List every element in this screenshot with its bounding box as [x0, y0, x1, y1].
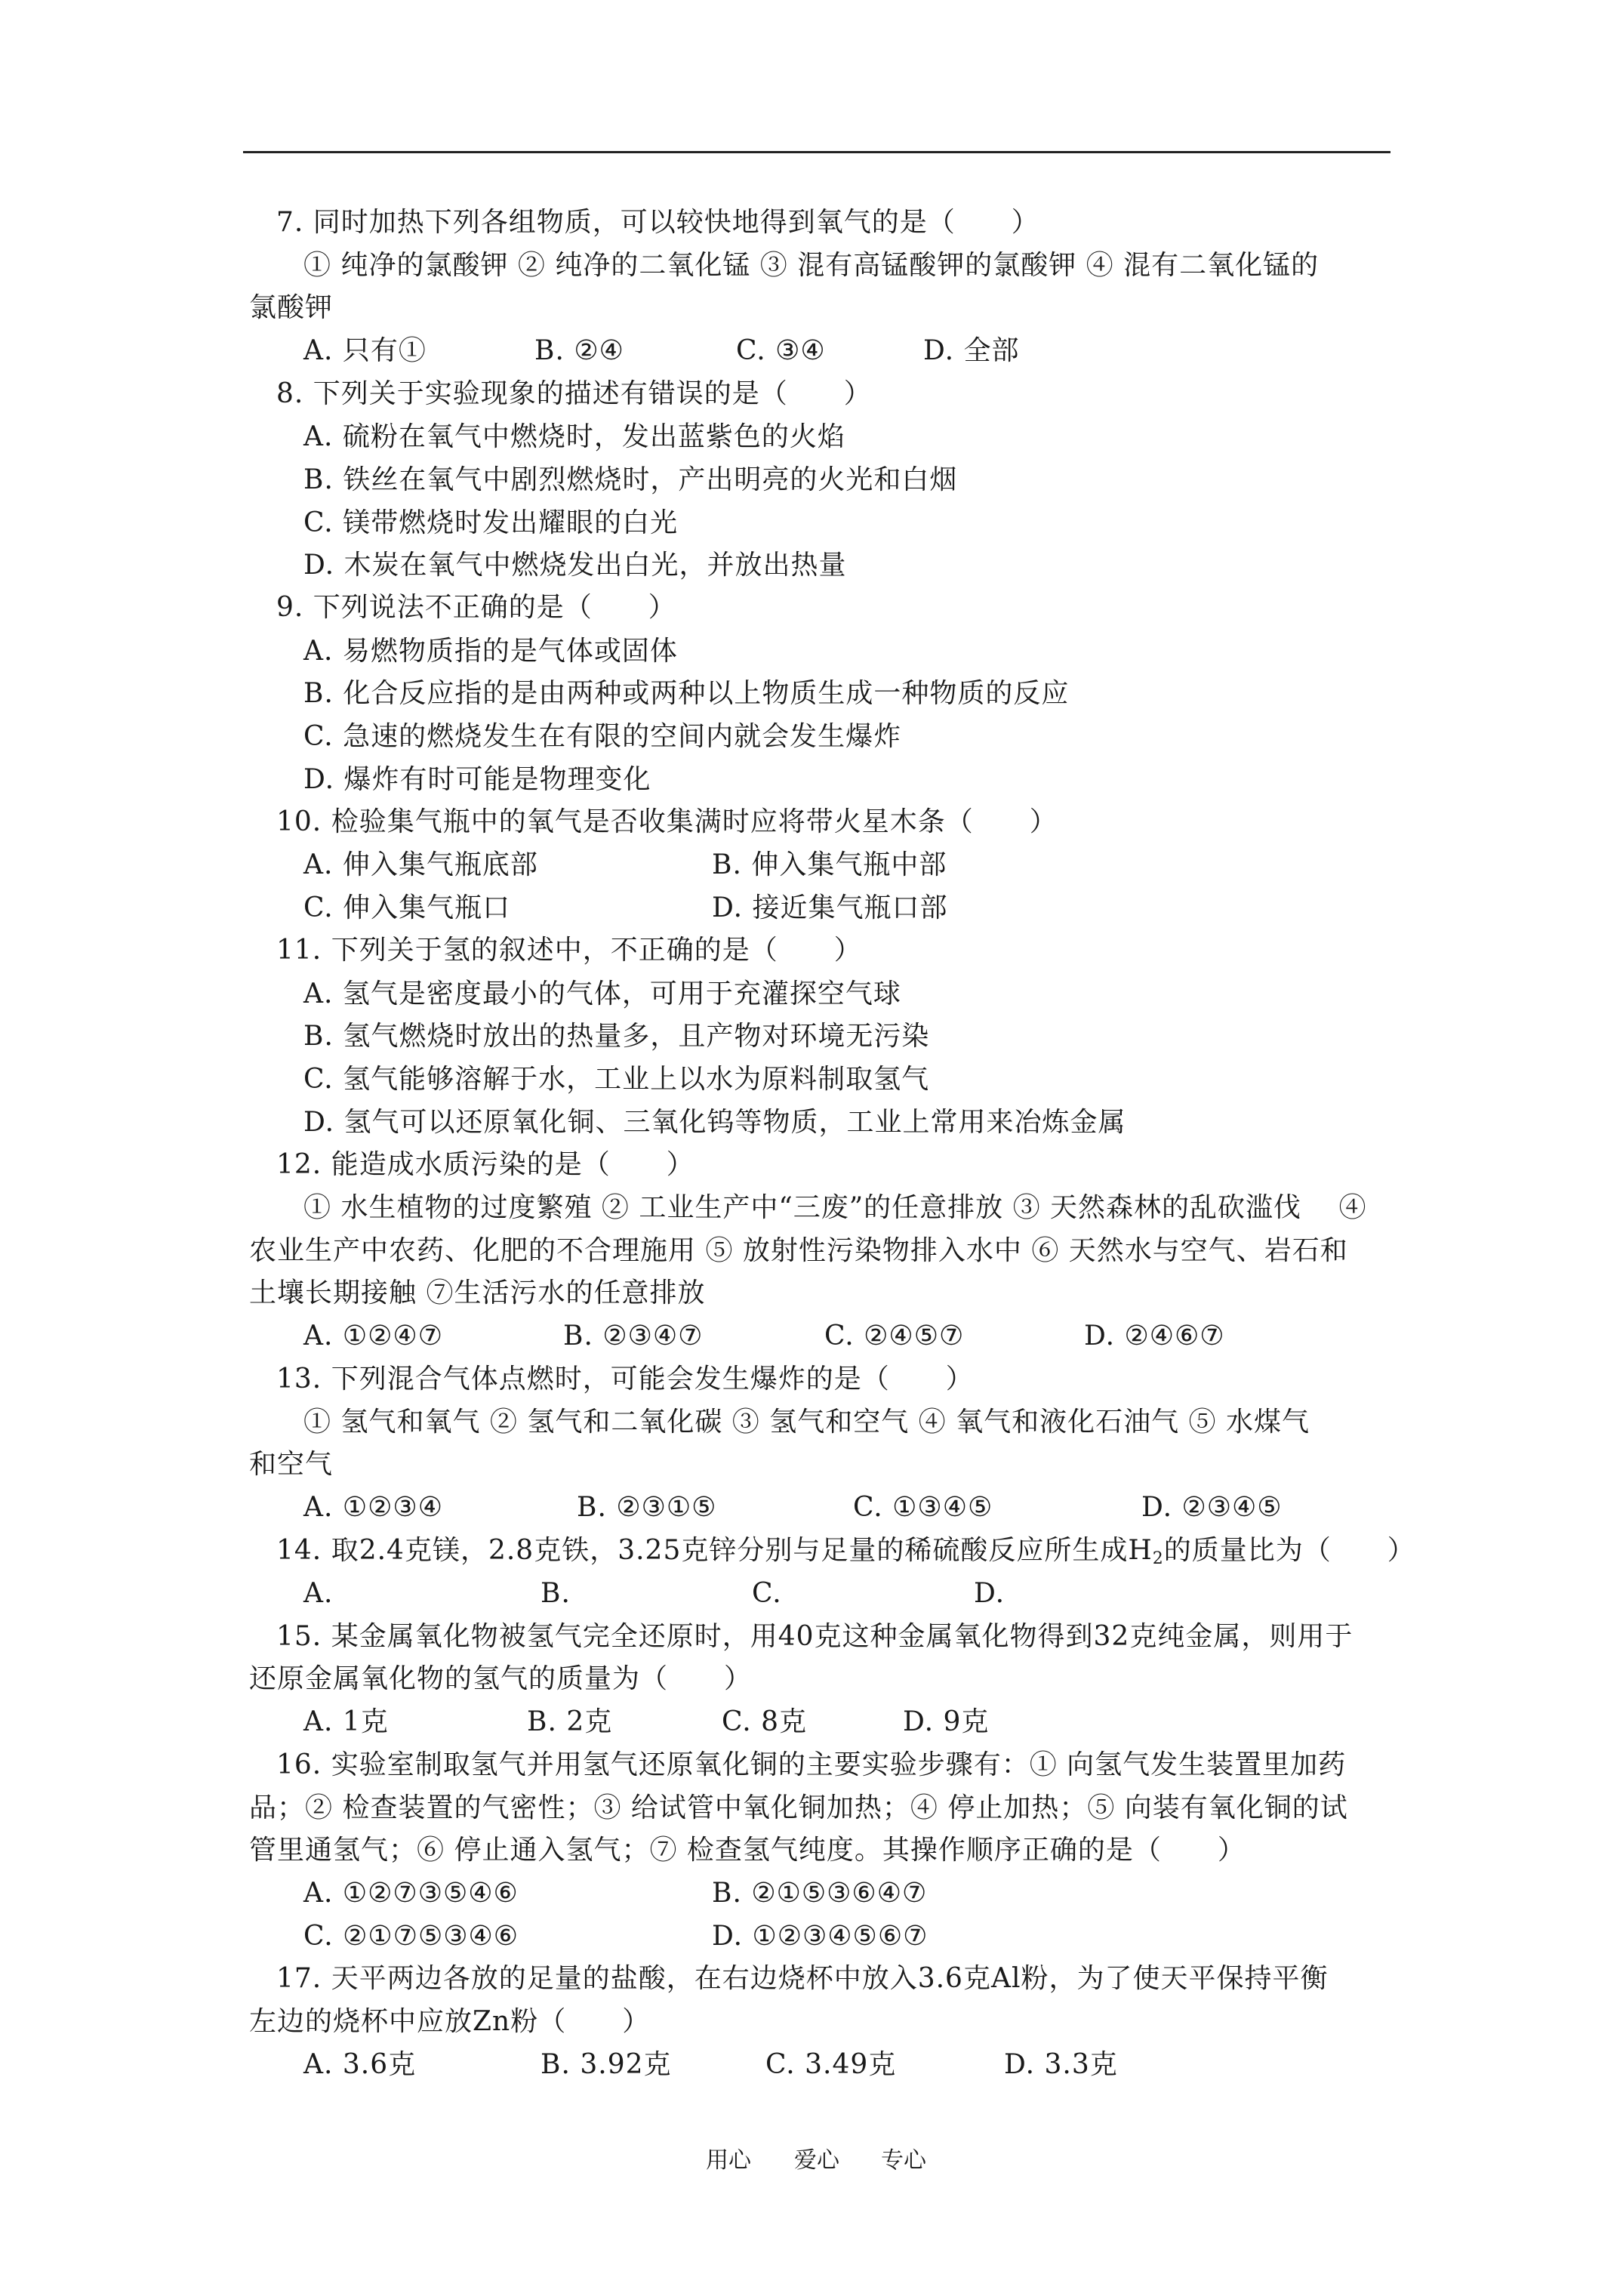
q17-stem-line1: 17. 天平两边各放的足量的盐酸，在右边烧杯中放入3.6克Al粉，为了使天平保持平衡 — [276, 1963, 1329, 1994]
q16-option-c: C. ②①⑦⑤③④⑥ — [303, 1921, 519, 1952]
q15-stem-line1: 15. 某金属氧化物被氢气完全还原时，用40克这种金属氧化物得到32克纯金属，则用于 — [276, 1621, 1354, 1652]
q17-option-d: D. 3.3克 — [1004, 2049, 1118, 2080]
q9-option-d: D. 爆炸有时可能是物理变化 — [303, 764, 651, 795]
q14-option-a: A. — [303, 1578, 334, 1609]
q9-option-c: C. 急速的燃烧发生在有限的空间内就会发生爆炸 — [303, 721, 902, 752]
q10-option-a: A. 伸入集气瓶底部 — [303, 849, 538, 880]
header-rule — [243, 151, 1390, 153]
q8-option-c: C. 镁带燃烧时发出耀眼的白光 — [303, 507, 679, 538]
q12-option-c: C. ②④⑤⑦ — [824, 1321, 965, 1351]
q11-option-b: B. 氢气燃烧时放出的热量多，且产物对环境无污染 — [303, 1021, 930, 1052]
q9-option-b: B. 化合反应指的是由两种或两种以上物质生成一种物质的反应 — [303, 678, 1070, 709]
q17-option-c: C. 3.49克 — [765, 2049, 897, 2080]
q12-stem: 12. 能造成水质污染的是（ ） — [276, 1149, 694, 1180]
q17-option-b: B. 3.92克 — [540, 2049, 672, 2080]
q10-stem: 10. 检验集气瓶中的氧气是否收集满时应将带火星木条（ ） — [276, 806, 1058, 837]
q13-option-d: D. ②③④⑤ — [1141, 1492, 1283, 1523]
q7-option-b: B. ②④ — [534, 335, 624, 366]
q12-list-line2: 农业生产中农药、化肥的不合理施用 ⑤ 放射性污染物排入水中 ⑥ 天然水与空气、岩石和 — [249, 1235, 1348, 1266]
q8-option-d: D. 木炭在氧气中燃烧发出白光，并放出热量 — [303, 550, 847, 581]
q12-list-line3: 土壤长期接触 ⑦生活污水的任意排放 — [249, 1277, 706, 1308]
q16-option-b: B. ②①⑤③⑥④⑦ — [712, 1878, 928, 1909]
q7-option-c: C. ③④ — [736, 335, 826, 366]
q17-option-a: A. 3.6克 — [303, 2049, 417, 2080]
q13-option-c: C. ①③④⑤ — [853, 1492, 993, 1523]
q17-stem-line2: 左边的烧杯中应放Zn粉（ ） — [249, 2006, 651, 2037]
q15-option-c: C. 8克 — [722, 1706, 808, 1737]
q8-option-b: B. 铁丝在氧气中剧烈燃烧时，产出明亮的火光和白烟 — [303, 464, 958, 495]
q7-stem: 7. 同时加热下列各组物质，可以较快地得到氧气的是（ ） — [276, 207, 1039, 238]
footer-text-2: 爱心 — [794, 2147, 839, 2174]
q14-stem: 14. 取2.4克镁，2.8克铁，3.25克锌分别与足量的稀硫酸反应所生成$H_2$的质量比为（ ） — [276, 1535, 1415, 1568]
footer-text-3: 专心 — [881, 2147, 926, 2174]
q12-option-d: D. ②④⑥⑦ — [1084, 1321, 1225, 1351]
q10-option-b: B. 伸入集气瓶中部 — [712, 849, 947, 880]
q9-option-a: A. 易燃物质指的是气体或固体 — [303, 636, 678, 667]
q10-option-d: D. 接近集气瓶口部 — [712, 892, 948, 923]
q15-option-a: A. 1克 — [303, 1706, 389, 1737]
q10-option-c: C. 伸入集气瓶口 — [303, 892, 511, 923]
q16-stem-line3: 管里通氢气；⑥ 停止通入氢气；⑦ 检查氢气纯度。其操作顺序正确的是（ ） — [249, 1835, 1246, 1866]
q7-list-line2: 氯酸钾 — [249, 292, 334, 323]
q7-option-d: D. 全部 — [923, 335, 1020, 366]
q15-option-b: B. 2克 — [527, 1706, 613, 1737]
q16-stem-line2: 品；② 检查装置的气密性；③ 给试管中氧化铜加热；④ 停止加热；⑤ 向装有氧化铜的试 — [249, 1792, 1348, 1823]
q14-option-c: C. — [752, 1578, 782, 1609]
q15-option-d: D. 9克 — [903, 1706, 990, 1737]
q16-option-a: A. ①②⑦③⑤④⑥ — [303, 1878, 519, 1909]
q13-option-b: B. ②③①⑤ — [577, 1492, 717, 1523]
q7-option-a: A. 只有① — [303, 335, 427, 366]
q13-stem: 13. 下列混合气体点燃时，可能会发生爆炸的是（ ） — [276, 1364, 974, 1395]
q14-option-d: D. — [974, 1578, 1006, 1609]
q16-option-d: D. ①②③④⑤⑥⑦ — [712, 1921, 929, 1952]
q14-subscript: 2 — [1152, 1549, 1164, 1568]
q13-list-line2: 和空气 — [249, 1449, 334, 1480]
q11-stem: 11. 下列关于氢的叙述中，不正确的是（ ） — [276, 935, 862, 966]
q11-option-d: D. 氢气可以还原氧化铜、三氧化钨等物质，工业上常用来冶炼金属 — [303, 1107, 1126, 1138]
q13-list-line1: ① 氢气和氧气 ② 氢气和二氧化碳 ③ 氢气和空气 ④ 氧气和液化石油气 ⑤ 水煤气 — [303, 1407, 1310, 1438]
q8-stem: 8. 下列关于实验现象的描述有错误的是（ ） — [276, 378, 872, 409]
footer-text-1: 用心 — [706, 2147, 751, 2174]
q11-option-a: A. 氢气是密度最小的气体，可用于充灌探空气球 — [303, 978, 901, 1009]
q8-option-a: A. 硫粉在氧气中燃烧时，发出蓝紫色的火焰 — [303, 421, 845, 452]
q12-list-line1: ① 水生植物的过度繁殖 ② 工业生产中“三废”的任意排放 ③ 天然森林的乱砍滥伐 ④ — [303, 1192, 1367, 1223]
q16-stem-line1: 16. 实验室制取氢气并用氢气还原氧化铜的主要实验步骤有：① 向氢气发生装置里加药 — [276, 1749, 1347, 1780]
q7-list-line1: ① 纯净的氯酸钾 ② 纯净的二氧化锰 ③ 混有高锰酸钾的氯酸钾 ④ 混有二氧化锰的 — [303, 250, 1320, 281]
q13-option-a: A. ①②③④ — [303, 1492, 443, 1523]
q15-stem-line2: 还原金属氧化物的氢气的质量为（ ） — [249, 1663, 753, 1694]
q12-option-a: A. ①②④⑦ — [303, 1321, 443, 1351]
q9-stem: 9. 下列说法不正确的是（ ） — [276, 592, 676, 623]
q14-option-b: B. — [540, 1578, 571, 1609]
q12-option-b: B. ②③④⑦ — [563, 1321, 704, 1351]
q11-option-c: C. 氢气能够溶解于水，工业上以水为原料制取氢气 — [303, 1064, 930, 1095]
